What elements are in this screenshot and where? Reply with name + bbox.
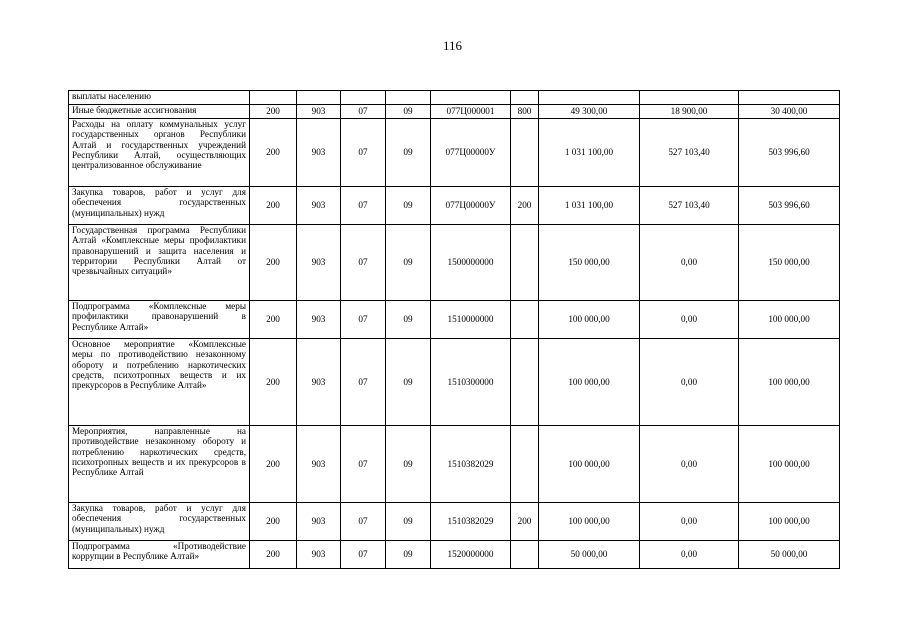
row-cell-c1: 200 [250, 301, 297, 339]
row-description: Закупка товаров, работ и услуг для обеспечения государственных (муниципальных) нужд [69, 187, 250, 225]
row-cell-c3: 07 [341, 503, 386, 541]
row-cell-v1: 1 031 100,00 [539, 187, 640, 225]
row-cell-c2 [297, 91, 341, 105]
row-cell-v2: 0,00 [640, 225, 739, 301]
row-cell-v2: 0,00 [640, 503, 739, 541]
row-cell-c6 [511, 426, 539, 503]
row-cell-c6 [511, 91, 539, 105]
row-description: Закупка товаров, работ и услуг для обеспечения государственных (муниципальных) нужд [69, 503, 250, 541]
row-description: Основное мероприятие «Комплексные меры по противодействию незаконному обороту и потреблению наркотических средств, психотропных веществ и их прекурсоров в Республике Алтай» [69, 339, 250, 426]
row-cell-c6: 200 [511, 503, 539, 541]
row-cell-c4 [386, 91, 431, 105]
row-cell-v1 [539, 91, 640, 105]
row-cell-v2: 0,00 [640, 541, 739, 569]
row-cell-c5: 1510382029 [431, 426, 511, 503]
row-cell-v3: 503 996,60 [739, 119, 840, 187]
table-row [69, 105, 840, 119]
row-cell-c1: 200 [250, 187, 297, 225]
row-cell-c6: 200 [511, 187, 539, 225]
row-cell-v2: 0,00 [640, 339, 739, 426]
row-cell-c5: 1510000000 [431, 301, 511, 339]
row-cell-v3 [739, 91, 840, 105]
row-cell-c2: 903 [297, 225, 341, 301]
row-cell-c1: 200 [250, 119, 297, 187]
row-cell-v3: 100 000,00 [739, 339, 840, 426]
table-row [69, 187, 840, 225]
row-cell-c3: 07 [341, 339, 386, 426]
row-cell-v1: 100 000,00 [539, 426, 640, 503]
row-cell-c5: 077Ц000001 [431, 105, 511, 119]
row-cell-c6: 800 [511, 105, 539, 119]
row-cell-v1: 100 000,00 [539, 339, 640, 426]
row-description: выплаты населению [69, 91, 250, 105]
row-cell-c3: 07 [341, 225, 386, 301]
row-cell-c1 [250, 91, 297, 105]
row-cell-v3: 503 996,60 [739, 187, 840, 225]
row-cell-c4: 09 [386, 339, 431, 426]
row-cell-c1: 200 [250, 105, 297, 119]
table-row [69, 503, 840, 541]
row-cell-v2: 527 103,40 [640, 119, 739, 187]
row-cell-c1: 200 [250, 225, 297, 301]
row-cell-v3: 100 000,00 [739, 301, 840, 339]
table-row [69, 119, 840, 187]
row-cell-c6 [511, 301, 539, 339]
row-cell-c4: 09 [386, 119, 431, 187]
row-cell-v3: 30 400,00 [739, 105, 840, 119]
row-cell-c4: 09 [386, 225, 431, 301]
row-description: Расходы на оплату коммунальных услуг государственных органов Республики Алтай и государственных учреждений Республики Алтай, осуществляющих централизованное обслуживание [69, 119, 250, 187]
page-number: 116 [442, 38, 463, 53]
row-cell-c6 [511, 119, 539, 187]
row-cell-c5 [431, 91, 511, 105]
row-cell-c4: 09 [386, 301, 431, 339]
row-cell-c5: 1510300000 [431, 339, 511, 426]
row-cell-c4: 09 [386, 105, 431, 119]
row-cell-c6 [511, 339, 539, 426]
row-cell-c3: 07 [341, 301, 386, 339]
row-cell-v1: 100 000,00 [539, 301, 640, 339]
row-cell-c2: 903 [297, 503, 341, 541]
row-cell-c5: 077Ц00000У [431, 187, 511, 225]
row-cell-c3 [341, 91, 386, 105]
row-cell-c1: 200 [250, 503, 297, 541]
row-description: Мероприятия, направленные на противодействие незаконному обороту и потреблению наркотических средств, психотропных веществ и их прекурсоров в Республике Алтай [69, 426, 250, 503]
row-cell-c3: 07 [341, 187, 386, 225]
table-row [69, 301, 840, 339]
row-cell-v2: 0,00 [640, 426, 739, 503]
table-row [69, 426, 840, 503]
row-cell-v3: 50 000,00 [739, 541, 840, 569]
row-cell-c3: 07 [341, 541, 386, 569]
row-cell-c4: 09 [386, 187, 431, 225]
row-cell-c5: 077Ц00000У [431, 119, 511, 187]
row-cell-c2: 903 [297, 301, 341, 339]
row-cell-c3: 07 [341, 105, 386, 119]
row-cell-v2: 527 103,40 [640, 187, 739, 225]
row-cell-v1: 100 000,00 [539, 503, 640, 541]
row-description: Иные бюджетные ассигнования [69, 105, 250, 119]
row-cell-v2 [640, 91, 739, 105]
row-cell-c4: 09 [386, 426, 431, 503]
row-cell-v3: 150 000,00 [739, 225, 840, 301]
row-cell-c2: 903 [297, 339, 341, 426]
row-cell-v1: 50 000,00 [539, 541, 640, 569]
row-cell-c1: 200 [250, 426, 297, 503]
row-cell-c1: 200 [250, 541, 297, 569]
budget-table [68, 90, 840, 569]
row-cell-c2: 903 [297, 105, 341, 119]
row-cell-c4: 09 [386, 541, 431, 569]
row-cell-c5: 1500000000 [431, 225, 511, 301]
row-cell-v1: 1 031 100,00 [539, 119, 640, 187]
row-cell-v1: 49 300,00 [539, 105, 640, 119]
table-row [69, 225, 840, 301]
row-cell-c2: 903 [297, 426, 341, 503]
row-cell-v2: 18 900,00 [640, 105, 739, 119]
table-row [69, 541, 840, 569]
row-cell-v2: 0,00 [640, 301, 739, 339]
row-cell-c4: 09 [386, 503, 431, 541]
table-row [69, 91, 840, 105]
row-cell-c5: 1520000000 [431, 541, 511, 569]
row-cell-c1: 200 [250, 339, 297, 426]
row-cell-c5: 1510382029 [431, 503, 511, 541]
row-cell-c2: 903 [297, 119, 341, 187]
row-cell-v3: 100 000,00 [739, 426, 840, 503]
row-description: Подпрограмма «Противодействие коррупции в Республике Алтай» [69, 541, 250, 569]
row-description: Подпрограмма «Комплексные меры профилактики правонарушений в Республике Алтай» [69, 301, 250, 339]
row-cell-c3: 07 [341, 426, 386, 503]
row-cell-c6 [511, 225, 539, 301]
row-cell-v1: 150 000,00 [539, 225, 640, 301]
row-description: Государственная программа Республики Алтай «Комплексные меры профилактики правонарушений и защита населения и территории Республики Алтай от чрезвычайных ситуаций» [69, 225, 250, 301]
row-cell-c3: 07 [341, 119, 386, 187]
row-cell-c6 [511, 541, 539, 569]
table-row [69, 339, 840, 426]
row-cell-c2: 903 [297, 541, 341, 569]
row-cell-v3: 100 000,00 [739, 503, 840, 541]
row-cell-c2: 903 [297, 187, 341, 225]
